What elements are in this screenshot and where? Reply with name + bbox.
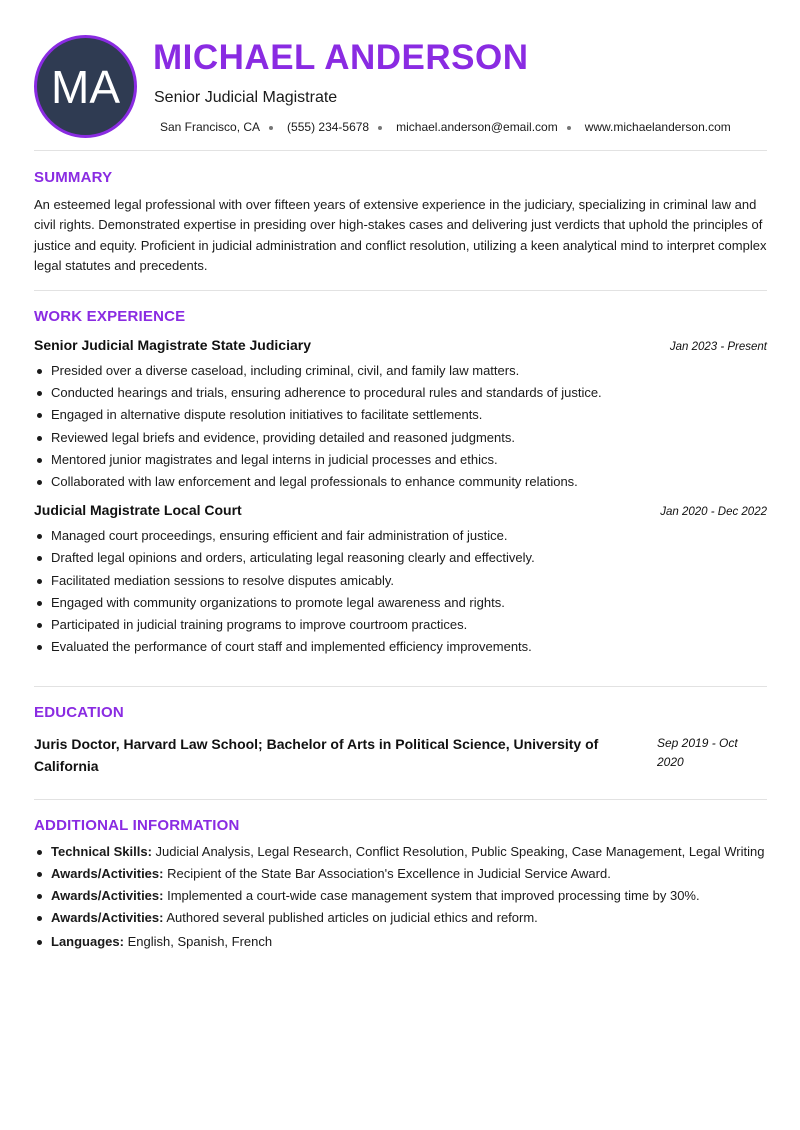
list-item: Managed court proceedings, ensuring efficient and fair administration of justice. <box>34 525 767 547</box>
item-label: Awards/Activities: <box>51 866 164 882</box>
additional-information-section <box>34 817 767 954</box>
list-item: Presided over a diverse caseload, including criminal, civil, and family law matters. <box>34 360 767 382</box>
education-section <box>34 704 767 777</box>
work-experience-section <box>34 308 767 658</box>
list-item: Drafted legal opinions and orders, articulating legal reasoning clearly and effectively. <box>34 547 767 569</box>
additional-information-heading: ADDITIONAL INFORMATION <box>34 817 240 834</box>
job-entry <box>34 337 767 493</box>
contact-website[interactable]: www.michaelanderson.com <box>584 120 731 134</box>
list-item: Reviewed legal briefs and evidence, providing detailed and reasoned judgments. <box>34 427 767 449</box>
item-label: Technical Skills: <box>51 844 152 859</box>
job-role: Judicial Magistrate Local Court <box>34 502 242 519</box>
avatar-initials: MA <box>51 60 120 113</box>
avatar <box>34 35 137 138</box>
job-bullets <box>34 525 767 658</box>
separator-dot-icon <box>269 126 273 130</box>
item-text: Judicial Analysis, Legal Research, Conflict Resolution, Public Speaking, Case Management, Legal Writing <box>151 844 765 859</box>
item-label: Awards/Activities: <box>51 910 164 926</box>
contact-location: San Francisco, CA <box>160 120 261 134</box>
list-item <box>34 908 767 928</box>
list-item <box>34 864 767 884</box>
list-item <box>34 842 767 862</box>
list-item: Collaborated with law enforcement and legal professionals to enhance community relations. <box>34 471 767 493</box>
education-dates: Sep 2019 - Oct 2020 <box>657 736 738 769</box>
separator-dot-icon <box>567 126 571 130</box>
summary-heading: SUMMARY <box>34 169 113 186</box>
list-item: Conducted hearings and trials, ensuring adherence to procedural rules and standards of justice. <box>34 382 767 404</box>
list-item: Participated in judicial training programs to improve courtroom practices. <box>34 614 767 636</box>
section-divider <box>34 290 767 291</box>
job-header <box>34 502 767 518</box>
list-item: Facilitated mediation sessions to resolve disputes amicably. <box>34 570 767 592</box>
resume-page <box>34 0 767 949</box>
list-item: Engaged in alternative dispute resolution initiatives to facilitate settlements. <box>34 404 767 426</box>
section-divider <box>34 686 767 687</box>
list-item <box>34 932 767 952</box>
candidate-name: MICHAEL ANDERSON <box>153 38 529 77</box>
job-role: Senior Judicial Magistrate State Judiciary <box>34 337 311 353</box>
additional-list <box>34 842 767 951</box>
education-heading: EDUCATION <box>34 704 124 721</box>
contact-email[interactable]: michael.anderson@email.com <box>396 120 558 134</box>
summary-section <box>34 169 767 276</box>
job-header <box>34 337 767 353</box>
education-entry <box>34 733 767 777</box>
resume-header <box>34 0 767 150</box>
job-bullets <box>34 360 767 493</box>
list-item: Mentored junior magistrates and legal interns in judicial processes and ethics. <box>34 449 767 471</box>
education-degree: Juris Doctor, Harvard Law School; Bachelor of Arts in Political Science, University of California <box>34 736 599 774</box>
header-divider <box>34 150 767 151</box>
separator-dot-icon <box>378 126 382 130</box>
item-label: Awards/Activities: <box>51 888 164 904</box>
item-text: English, Spanish, French <box>123 933 273 949</box>
work-experience-heading: WORK EXPERIENCE <box>34 308 186 325</box>
job-dates: Jan 2023 - Present <box>669 341 767 353</box>
job-entry <box>34 502 767 658</box>
item-label: Languages: <box>51 933 124 949</box>
contact-info <box>160 120 731 134</box>
list-item: Engaged with community organizations to promote legal awareness and rights. <box>34 592 767 614</box>
item-text: Implemented a court-wide case management system that improved processing time by 30%. <box>163 888 700 904</box>
summary-text: An esteemed legal professional with over fifteen years of extensive experience in the judiciary, specializing in criminal law and civil rights. Demonstrated expertise in presiding over high-stakes cases and delivering just verdicts that uphold the principles of justice and equity. Proficient in judicial administration and conflict resolution, utilizing a keen analytical mind to interpret complex legal statutes and precedents. <box>34 197 767 273</box>
item-text: Authored several published articles on judicial ethics and reform. <box>163 910 538 926</box>
list-item: Evaluated the performance of court staff and implemented efficiency improvements. <box>34 636 767 658</box>
job-dates: Jan 2020 - Dec 2022 <box>660 506 767 519</box>
list-item <box>34 886 767 906</box>
item-text: Recipient of the State Bar Association's Excellence in Judicial Service Award. <box>163 866 611 882</box>
section-divider <box>34 799 767 800</box>
candidate-title: Senior Judicial Magistrate <box>154 89 338 106</box>
contact-phone: (555) 234-5678 <box>287 120 370 134</box>
